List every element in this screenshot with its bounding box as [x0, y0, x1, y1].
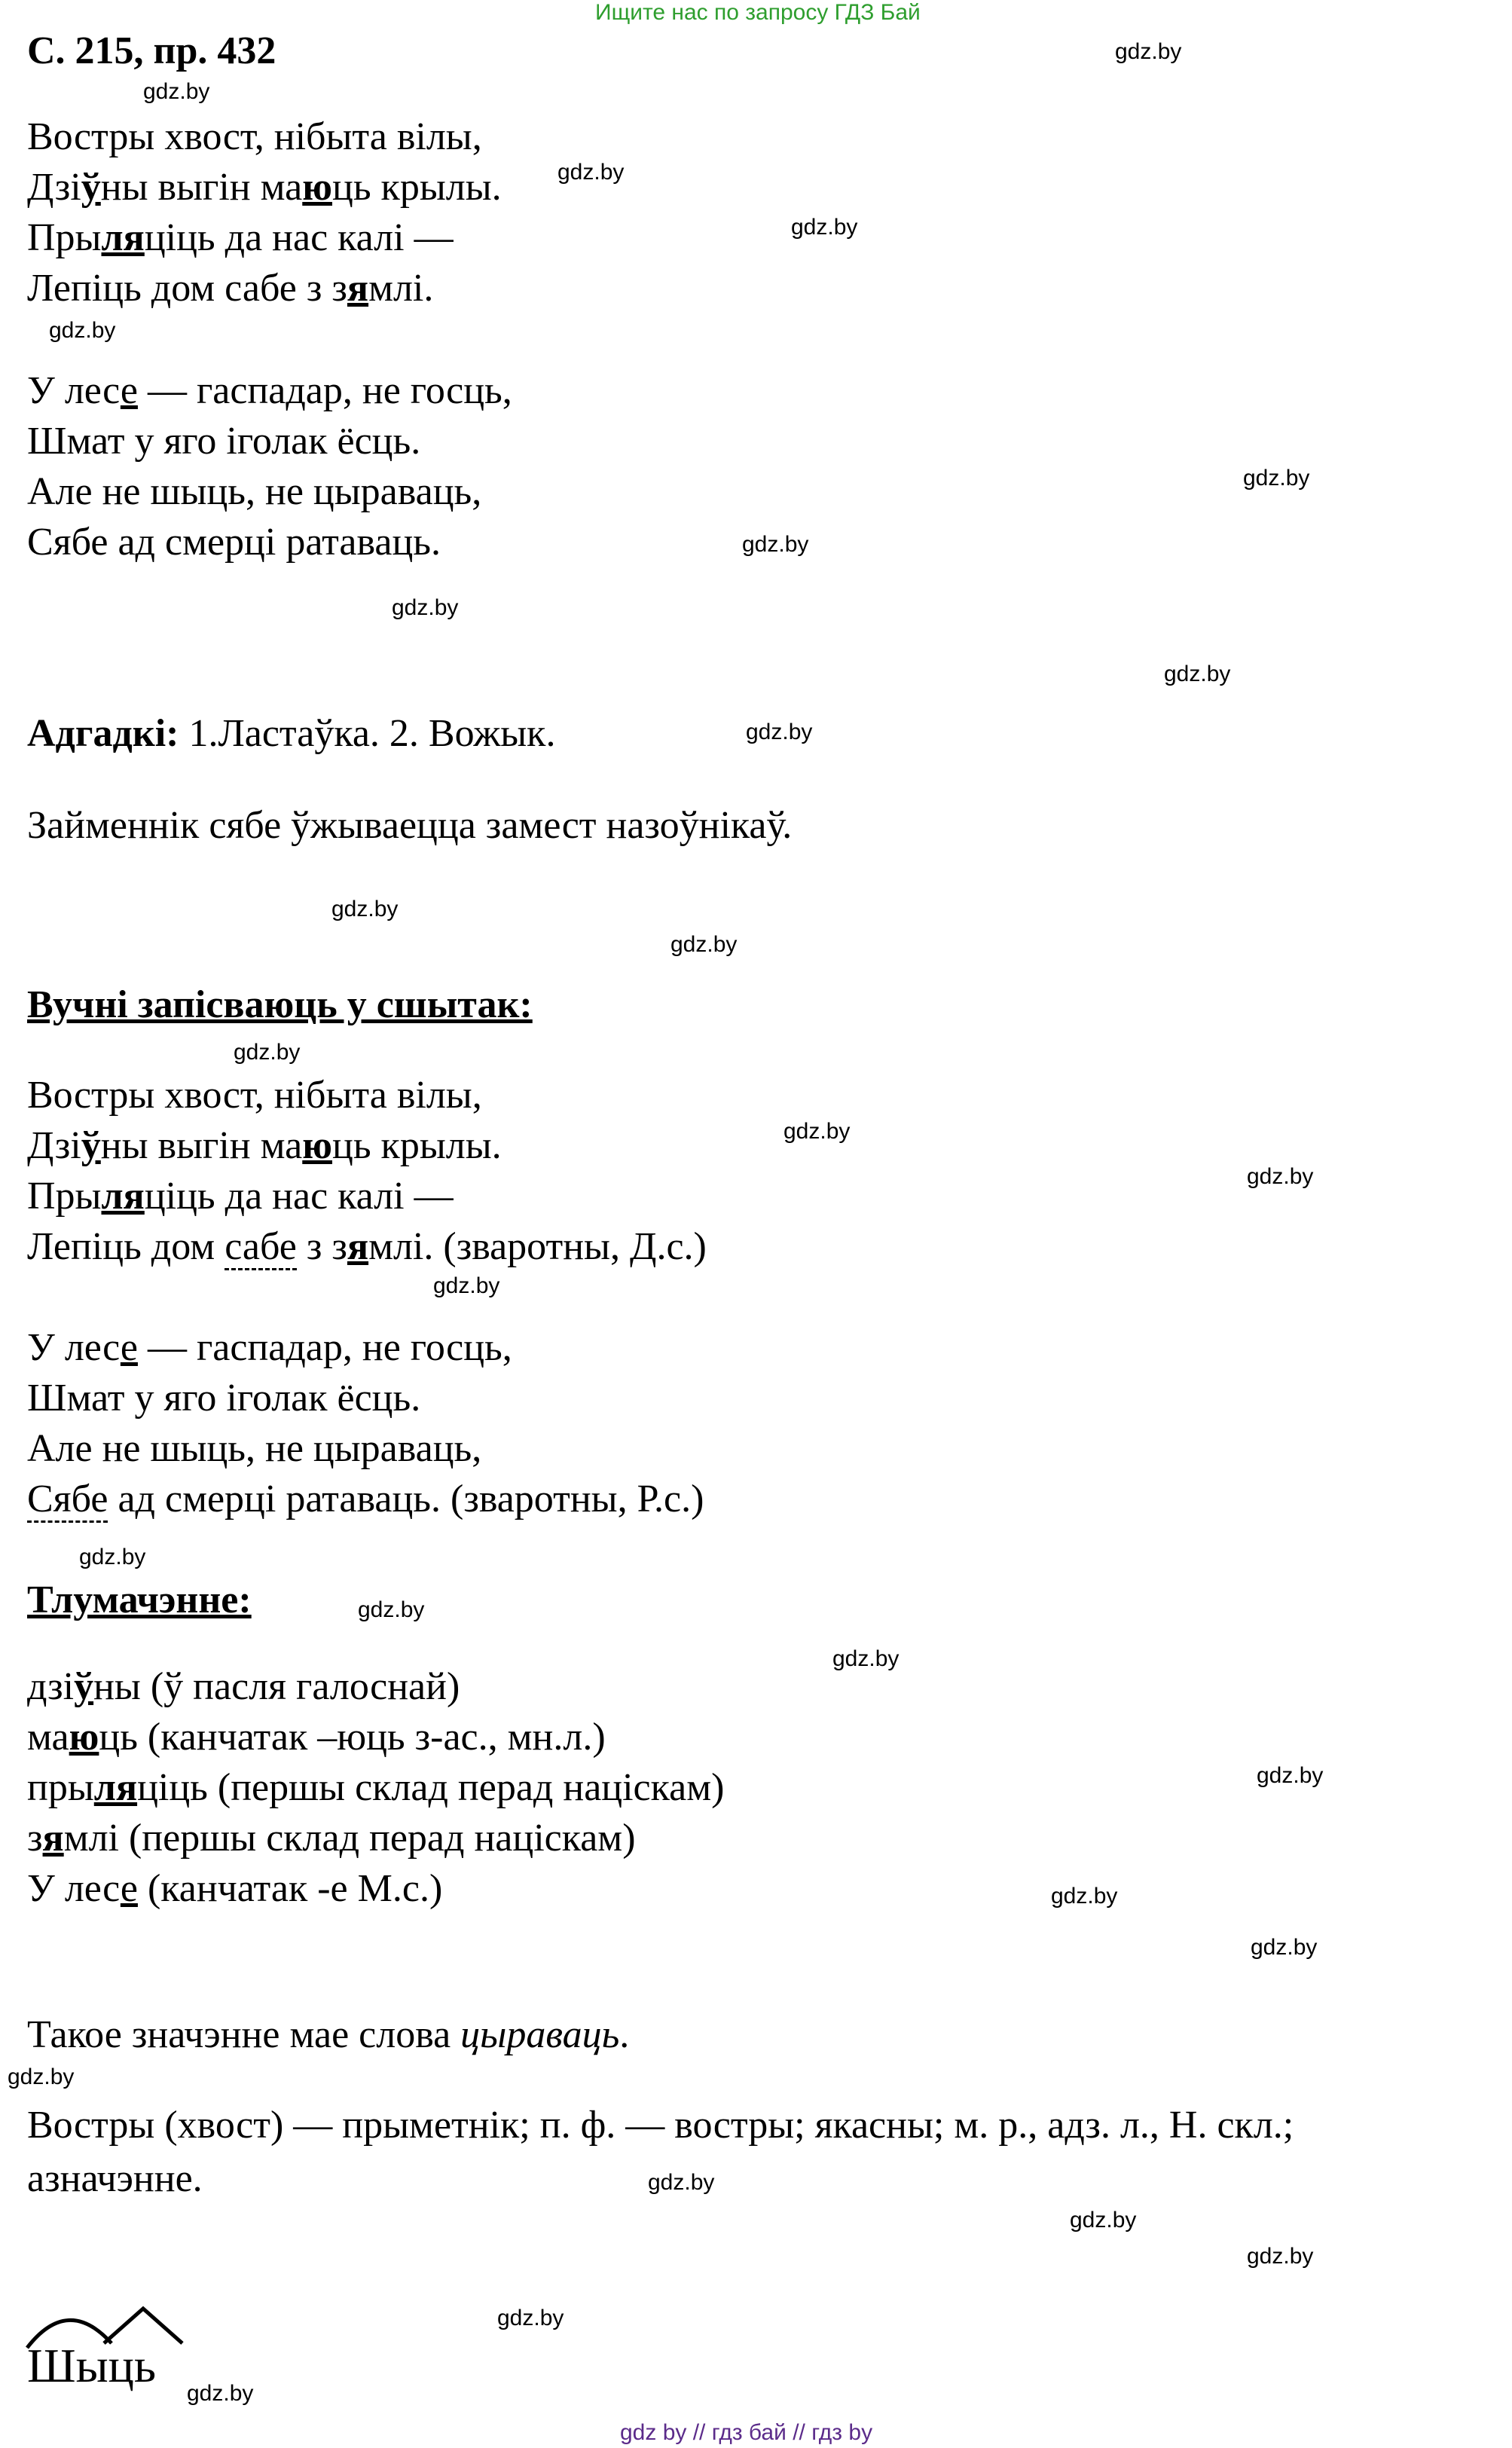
bottom-banner[interactable]: gdz by // гдз бай // гдз by — [620, 2420, 873, 2445]
pronoun-note: Займеннік сябе ўжываецца замест назоўнікаў. — [27, 804, 793, 847]
watermark: gdz.by — [1247, 2244, 1314, 2269]
watermark: gdz.by — [791, 215, 858, 240]
watermark: gdz.by — [1251, 1935, 1318, 1960]
watermark: gdz.by — [783, 1119, 851, 1144]
watermark: gdz.by — [392, 595, 459, 620]
watermark: gdz.by — [1070, 2208, 1137, 2233]
copy2-line3: Але не шыць, не цыраваць, — [27, 1427, 482, 1470]
watermark: gdz.by — [79, 1545, 146, 1569]
copy1-line4: Лепіць дом сабе з зямлі. (зваротны, Д.с.) — [27, 1221, 707, 1273]
watermark: gdz.by — [358, 1597, 425, 1622]
watermark: gdz.by — [670, 932, 738, 957]
watermark: gdz.by — [187, 2381, 254, 2406]
watermark: gdz.by — [742, 532, 809, 557]
pupils-heading: Вучні запісваюць у сшытак: — [27, 983, 533, 1026]
riddle2-line2: Шмат у яго іголак ёсць. — [27, 420, 421, 463]
riddle1-line1: Востры хвост, нібыта вілы, — [27, 115, 482, 158]
answers-line: Адгадкі: 1.Ластаўка. 2. Вожык. — [27, 712, 556, 755]
watermark: gdz.by — [1247, 1164, 1314, 1189]
watermark: gdz.by — [1115, 39, 1182, 64]
watermark: gdz.by — [746, 720, 813, 744]
watermark: gdz.by — [433, 1273, 500, 1298]
explain-line1: дзіўны (ў пасля галоснай) — [27, 1665, 460, 1708]
watermark: gdz.by — [557, 160, 625, 185]
watermark: gdz.by — [1051, 1884, 1118, 1909]
watermark: gdz.by — [497, 2306, 564, 2330]
page-title: С. 215, пр. 432 — [27, 29, 276, 72]
explain-line3: прыляціць (першы склад перад націскам) — [27, 1766, 725, 1809]
copy2-line4: Сябе ад смерці ратаваць. (зваротны, Р.с.) — [27, 1474, 704, 1525]
copy2-line2: Шмат у яго іголак ёсць. — [27, 1377, 421, 1420]
watermark: gdz.by — [49, 318, 116, 343]
riddle2-line4: Сябе ад смерці ратаваць. — [27, 521, 441, 564]
explain-line5: У лесе (канчатак -е М.с.) — [27, 1867, 443, 1910]
riddle2-line3: Але не шыць, не цыраваць, — [27, 470, 482, 513]
copy1-line3: Прыляціць да нас калі — — [27, 1175, 454, 1218]
top-banner[interactable]: Ищите нас по запросу ГДЗ Бай — [595, 0, 921, 25]
watermark: gdz.by — [648, 2170, 715, 2195]
riddle1-line4: Лепіць дом сабе з зямлі. — [27, 267, 434, 310]
parse-line2: азначэнне. — [27, 2157, 203, 2200]
watermark: gdz.by — [143, 79, 210, 104]
watermark: gdz.by — [234, 1040, 301, 1065]
riddle1-line2: Дзіўны выгін маюць крылы. — [27, 166, 502, 209]
watermark: gdz.by — [1257, 1763, 1324, 1788]
riddle2-line1: У лесе — гаспадар, не госць, — [27, 369, 512, 412]
explain-line4: зямлі (першы склад перад націскам) — [27, 1817, 636, 1860]
watermark: gdz.by — [331, 897, 399, 921]
meaning-line: Такое значэнне мае слова цыраваць. — [27, 2013, 630, 2056]
watermark: gdz.by — [832, 1646, 900, 1671]
copy1-line2: Дзіўны выгін маюць крылы. — [27, 1124, 502, 1167]
morph-word: Шыць — [27, 2339, 156, 2392]
copy2-line1: У лесе — гаспадар, не госць, — [27, 1326, 512, 1369]
explain-line2: маюць (канчатак –юць з-ас., мн.л.) — [27, 1716, 606, 1759]
watermark: gdz.by — [1243, 466, 1310, 491]
riddle1-line3: Прыляціць да нас калі — — [27, 216, 454, 259]
explain-heading: Тлумачэнне: — [27, 1579, 252, 1621]
copy1-line1: Востры хвост, нібыта вілы, — [27, 1074, 482, 1117]
parse-line1: Востры (хвост) — прыметнік; п. ф. — востры; якасны; м. р., адз. л., Н. скл.; — [27, 2104, 1294, 2147]
watermark: gdz.by — [1164, 662, 1231, 686]
watermark: gdz.by — [8, 2064, 75, 2089]
